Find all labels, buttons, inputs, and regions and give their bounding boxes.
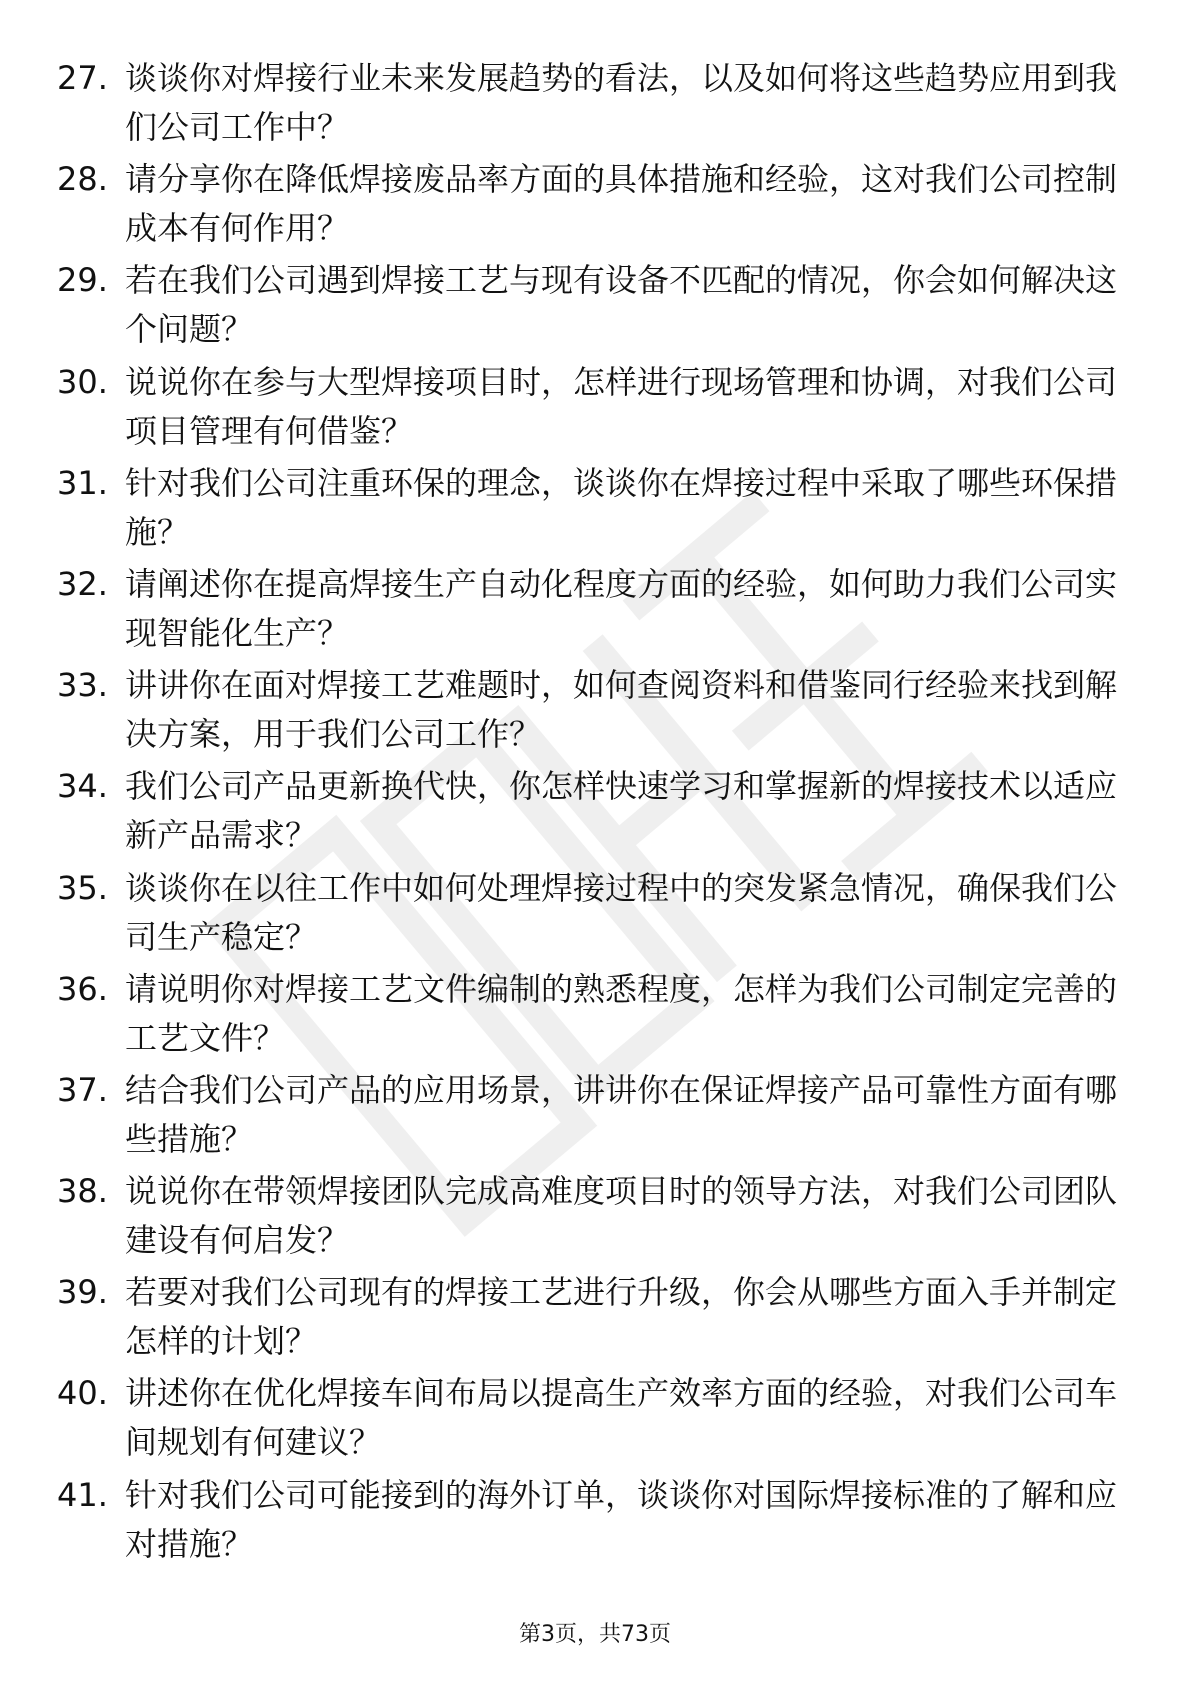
question-text: 请说明你对焊接工艺文件编制的熟悉程度，怎样为我们公司制定完善的工艺文件？ <box>125 969 1118 1057</box>
question-number: 31. <box>57 463 108 502</box>
question-text: 结合我们公司产品的应用场景，讲讲你在保证焊接产品可靠性方面有哪些措施？ <box>125 1070 1118 1158</box>
question-number: 32. <box>57 564 108 603</box>
question-number: 38. <box>57 1172 108 1211</box>
question-number: 34. <box>57 767 108 806</box>
question-text: 谈谈你对焊接行业未来发展趋势的看法，以及如何将这些趋势应用到我们公司工作中？ <box>125 59 1118 146</box>
question-item <box>57 864 1117 962</box>
question-text: 若要对我们公司现有的焊接工艺进行升级，你会从哪些方面入手并制定怎样的计划？ <box>125 1273 1118 1361</box>
question-item <box>57 1167 1117 1265</box>
question-number: 29. <box>57 261 108 300</box>
question-list <box>57 54 1117 1572</box>
question-item <box>57 965 1117 1063</box>
question-text: 请阐述你在提高焊接生产自动化程度方面的经验，如何助力我们公司实现智能化生产？ <box>125 564 1118 652</box>
question-item <box>57 459 1117 557</box>
question-text: 若在我们公司遇到焊接工艺与现有设备不匹配的情况，你会如何解决这个问题？ <box>125 261 1118 349</box>
question-item <box>57 358 1117 456</box>
question-number: 30. <box>57 362 108 401</box>
question-text: 针对我们公司注重环保的理念，谈谈你在焊接过程中采取了哪些环保措施？ <box>125 463 1118 551</box>
question-item <box>57 762 1117 860</box>
question-number: 41. <box>57 1475 108 1514</box>
question-item <box>57 256 1117 354</box>
question-number: 27. <box>57 59 108 97</box>
question-number: 39. <box>57 1273 108 1312</box>
question-item <box>57 1268 1117 1366</box>
question-text: 请分享你在降低焊接废品率方面的具体措施和经验，这对我们公司控制成本有何作用？ <box>125 160 1118 248</box>
question-number: 35. <box>57 868 108 907</box>
question-number: 28. <box>57 160 108 199</box>
page-number-footer: 第3页，共73页 <box>519 1622 671 1647</box>
question-number: 36. <box>57 969 108 1008</box>
question-text: 讲讲你在面对焊接工艺难题时，如何查阅资料和借鉴同行经验来找到解决方案，用于我们公司工作？ <box>125 666 1118 754</box>
question-number: 40. <box>57 1374 108 1413</box>
question-number: 33. <box>57 666 108 705</box>
question-number: 37. <box>57 1070 108 1109</box>
question-text: 针对我们公司可能接到的海外订单，谈谈你对国际焊接标准的了解和应对措施？ <box>125 1475 1118 1563</box>
question-text: 讲述你在优化焊接车间布局以提高生产效率方面的经验，对我们公司车间规划有何建议？ <box>125 1374 1118 1462</box>
question-item <box>57 1369 1117 1467</box>
question-text: 说说你在带领焊接团队完成高难度项目时的领导方法，对我们公司团队建设有何启发？ <box>125 1172 1118 1260</box>
question-text: 谈谈你在以往工作中如何处理焊接过程中的突发紧急情况，确保我们公司生产稳定？ <box>125 868 1118 956</box>
question-item <box>57 155 1117 253</box>
question-item <box>57 1471 1117 1569</box>
question-text: 说说你在参与大型焊接项目时，怎样进行现场管理和协调，对我们公司项目管理有何借鉴？ <box>125 362 1118 450</box>
question-item <box>57 1066 1117 1164</box>
question-item <box>57 661 1117 759</box>
question-item <box>57 54 1117 152</box>
question-item <box>57 560 1117 658</box>
question-text: 我们公司产品更新换代快，你怎样快速学习和掌握新的焊接技术以适应新产品需求？ <box>125 767 1118 855</box>
